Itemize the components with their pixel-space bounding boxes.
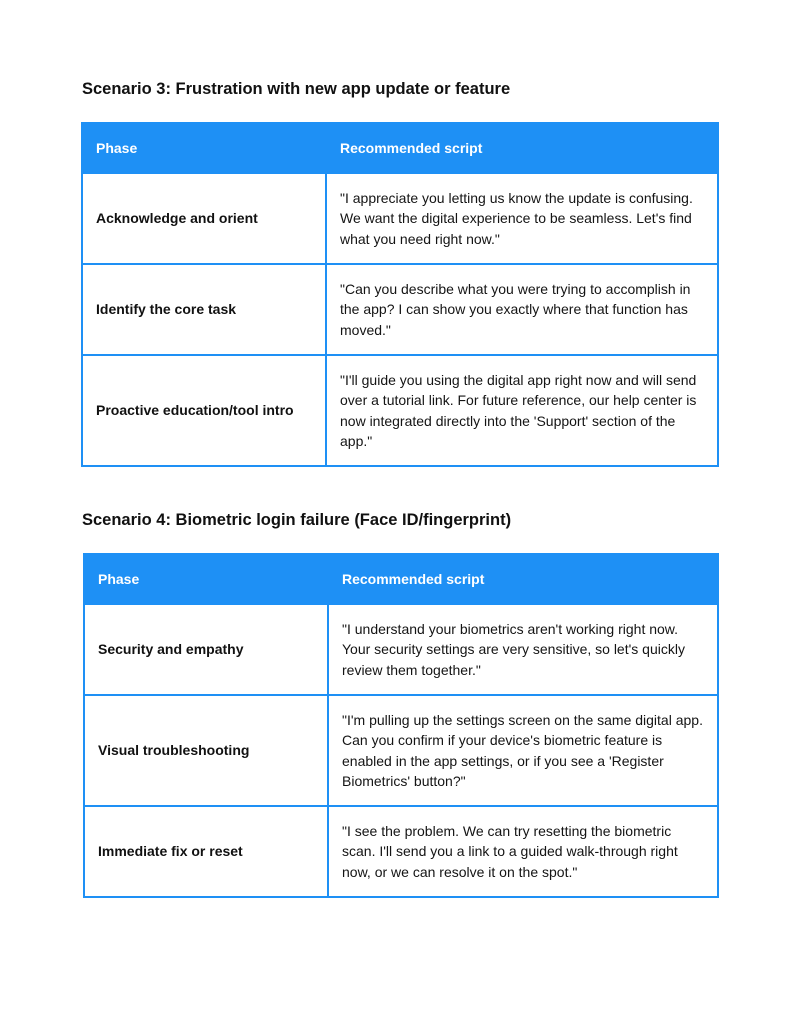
table-row [84, 806, 718, 897]
scenario-3-title: Scenario 3: Frustration with new app update or feature [82, 80, 511, 98]
table-row [82, 173, 718, 264]
script-cell: "I understand your biometrics aren't working right now. Your security settings are very sensitive, so let's quickly review them together." [328, 604, 718, 695]
script-cell: "I see the problem. We can try resetting the biometric scan. I'll send you a link to a guided walk-through right now, or we can resolve it on the spot." [328, 806, 718, 897]
scenario-4-title: Scenario 4: Biometric login failure (Face ID/fingerprint) [82, 511, 512, 529]
table-header-row [84, 554, 718, 604]
phase-column-header: Phase [84, 554, 328, 604]
script-cell: "I'll guide you using the digital app right now and will send over a tutorial link. For future reference, our help center is now integrated directly into the 'Support' section of the app." [326, 355, 718, 466]
script-cell: "Can you describe what you were trying to accomplish in the app? I can show you exactly where that function has moved." [326, 264, 718, 355]
table-row [84, 604, 718, 695]
table-row [82, 264, 718, 355]
phase-cell: Visual troubleshooting [84, 695, 328, 806]
phase-cell: Identify the core task [82, 264, 326, 355]
script-column-header: Recommended script [328, 554, 718, 604]
scenario-4-table [83, 553, 719, 898]
table-header-row [82, 123, 718, 173]
script-column-header: Recommended script [326, 123, 718, 173]
script-cell: "I appreciate you letting us know the update is confusing. We want the digital experience to be seamless. Let's find what you need right now." [326, 173, 718, 264]
scenario-3-table [81, 122, 719, 467]
phase-cell: Immediate fix or reset [84, 806, 328, 897]
script-cell: "I'm pulling up the settings screen on the same digital app. Can you confirm if your device's biometric feature is enabled in the app settings, or if you see a 'Register Biometrics' button?" [328, 695, 718, 806]
table-row [82, 355, 718, 466]
phase-cell: Proactive education/tool intro [82, 355, 326, 466]
phase-column-header: Phase [82, 123, 326, 173]
phase-cell: Security and empathy [84, 604, 328, 695]
table-row [84, 695, 718, 806]
phase-cell: Acknowledge and orient [82, 173, 326, 264]
